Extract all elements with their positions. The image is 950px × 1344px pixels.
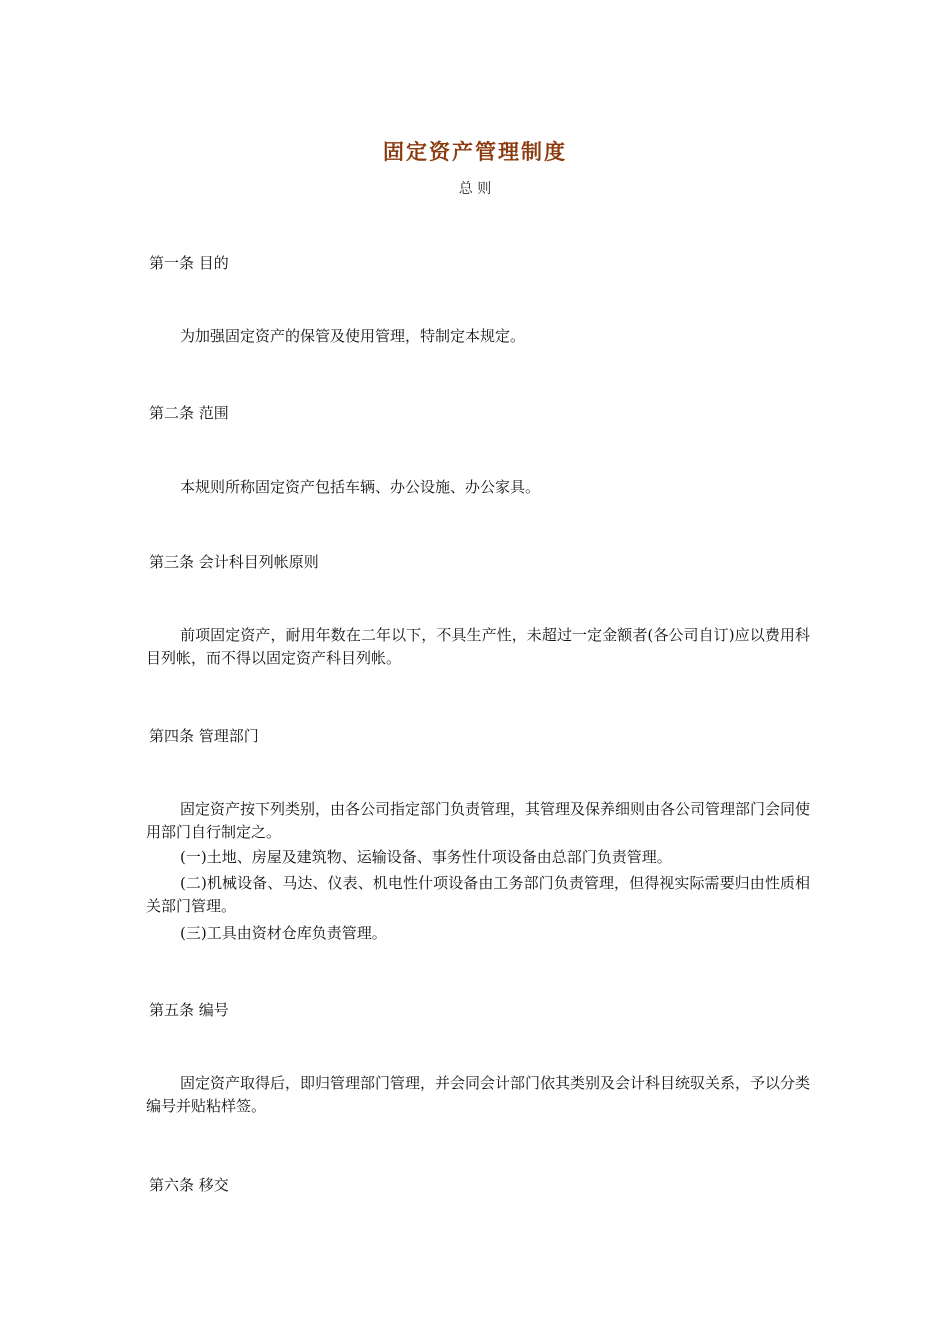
article-4-paragraph: 固定资产按下列类别，由各公司指定部门负责管理，其管理及保养细则由各公司管理部门会同使用部门自行制定之。 <box>146 800 811 841</box>
article-2-paragraph: 本规则所称固定资产包括车辆、办公设施、办公家具。 <box>180 478 541 496</box>
article-6-heading: 第六条 移交 <box>149 1176 229 1194</box>
article-1-paragraph: 为加强固定资产的保管及使用管理，特制定本规定。 <box>180 327 526 345</box>
article-4-item-1: (一)土地、房屋及建筑物、运输设备、事务性什项设备由总部门负责管理。 <box>180 848 672 866</box>
article-4-item-3: (三)工具由资材仓库负责管理。 <box>180 924 387 942</box>
article-2-heading: 第二条 范围 <box>149 404 229 422</box>
article-4-heading: 第四条 管理部门 <box>149 727 259 745</box>
article-5-heading: 第五条 编号 <box>149 1001 229 1019</box>
article-3-heading: 第三条 会计科目列帐原则 <box>149 553 319 571</box>
document-subtitle: 总 则 <box>458 181 492 197</box>
article-4-item-2: (二)机械设备、马达、仪表、机电性什项设备由工务部门负责管理，但得视实际需要归由性质相关部门管理。 <box>146 874 810 915</box>
article-5-paragraph: 固定资产取得后，即归管理部门管理，并会同会计部门依其类别及会计科目统驭关系，予以分类编号并贴粘样签。 <box>146 1074 811 1115</box>
document-title: 固定资产管理制度 <box>383 140 567 164</box>
article-3-paragraph: 前项固定资产，耐用年数在二年以下，不具生产性，未超过一定金额者(各公司自订)应以费用科目列帐，而不得以固定资产科目列帐。 <box>146 626 810 667</box>
article-1-heading: 第一条 目的 <box>149 254 229 272</box>
